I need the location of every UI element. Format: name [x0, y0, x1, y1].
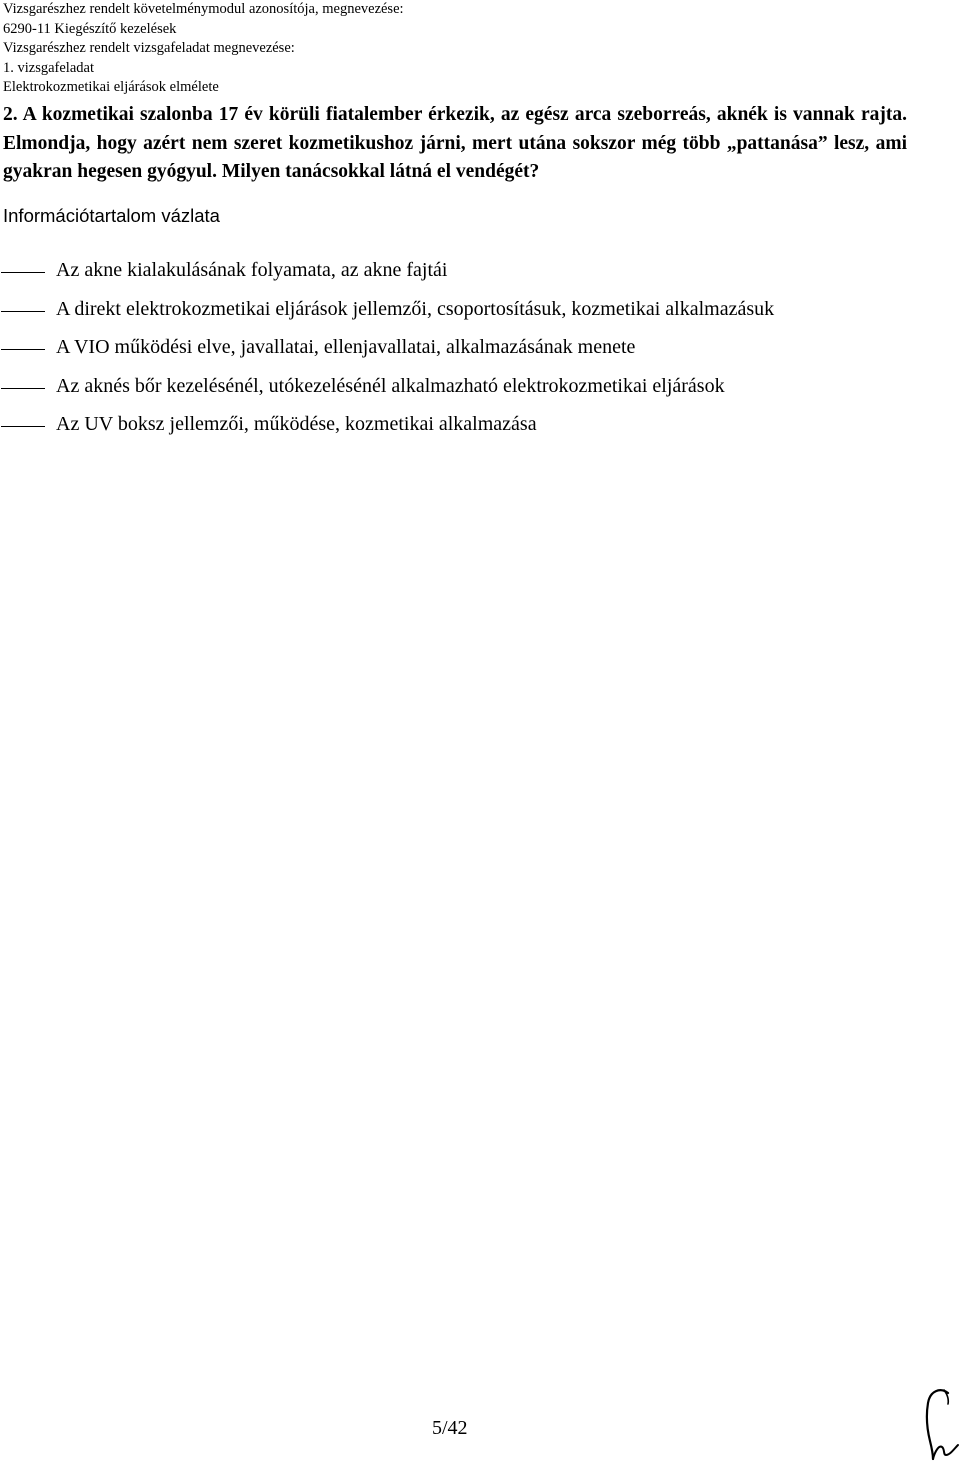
header-task-number: 1. vizsgafeladat	[3, 59, 94, 76]
header-task-name: Elektrokozmetikai eljárások elmélete	[3, 79, 219, 96]
list-item-text: Az UV boksz jellemzői, működése, kozmetikai alkalmazása	[56, 413, 537, 435]
list-item-text: A VIO működési elve, javallatai, ellenjavallatai, alkalmazásának menete	[56, 336, 636, 358]
dash-bullet-icon	[1, 311, 45, 312]
dash-bullet-icon	[1, 349, 45, 350]
dash-bullet-icon	[1, 272, 45, 273]
page-number: 5/42	[432, 1417, 468, 1439]
dash-bullet-icon	[1, 426, 45, 427]
header-task-label: Vizsgarészhez rendelt vizsgafeladat megnevezése:	[3, 40, 295, 57]
list-item-text: Az akne kialakulásának folyamata, az akne fajtái	[56, 259, 448, 281]
handwritten-signature-icon	[918, 1385, 960, 1463]
task-question: 2. A kozmetikai szalonba 17 év körüli fiatalember érkezik, az egész arca szeborreás, aknék is vannak rajta. Elmondja, hogy azért nem szeret kozmetikushoz járni, mert utána sokszor még több „pattanása” lesz, ami gyakran hegesen gyógyul. Milyen tanácsokkal látná el vendégét?	[3, 104, 907, 182]
list-item-text: Az aknés bőr kezelésénél, utókezelésénél alkalmazható elektrokozmetikai eljárások	[56, 374, 725, 397]
document-header	[3, 0, 404, 98]
header-module-label: Vizsgarészhez rendelt követelménymodul azonosítója, megnevezése:	[3, 1, 404, 17]
header-module-name: 6290-11 Kiegészítő kezelések	[3, 20, 177, 37]
list-item-text: A direkt elektrokozmetikai eljárások jellemzői, csoportosításuk, kozmetikai alkalmazásuk	[56, 297, 775, 320]
dash-bullet-icon	[1, 388, 45, 389]
info-outline-title: Információtartalom vázlata	[3, 205, 220, 226]
